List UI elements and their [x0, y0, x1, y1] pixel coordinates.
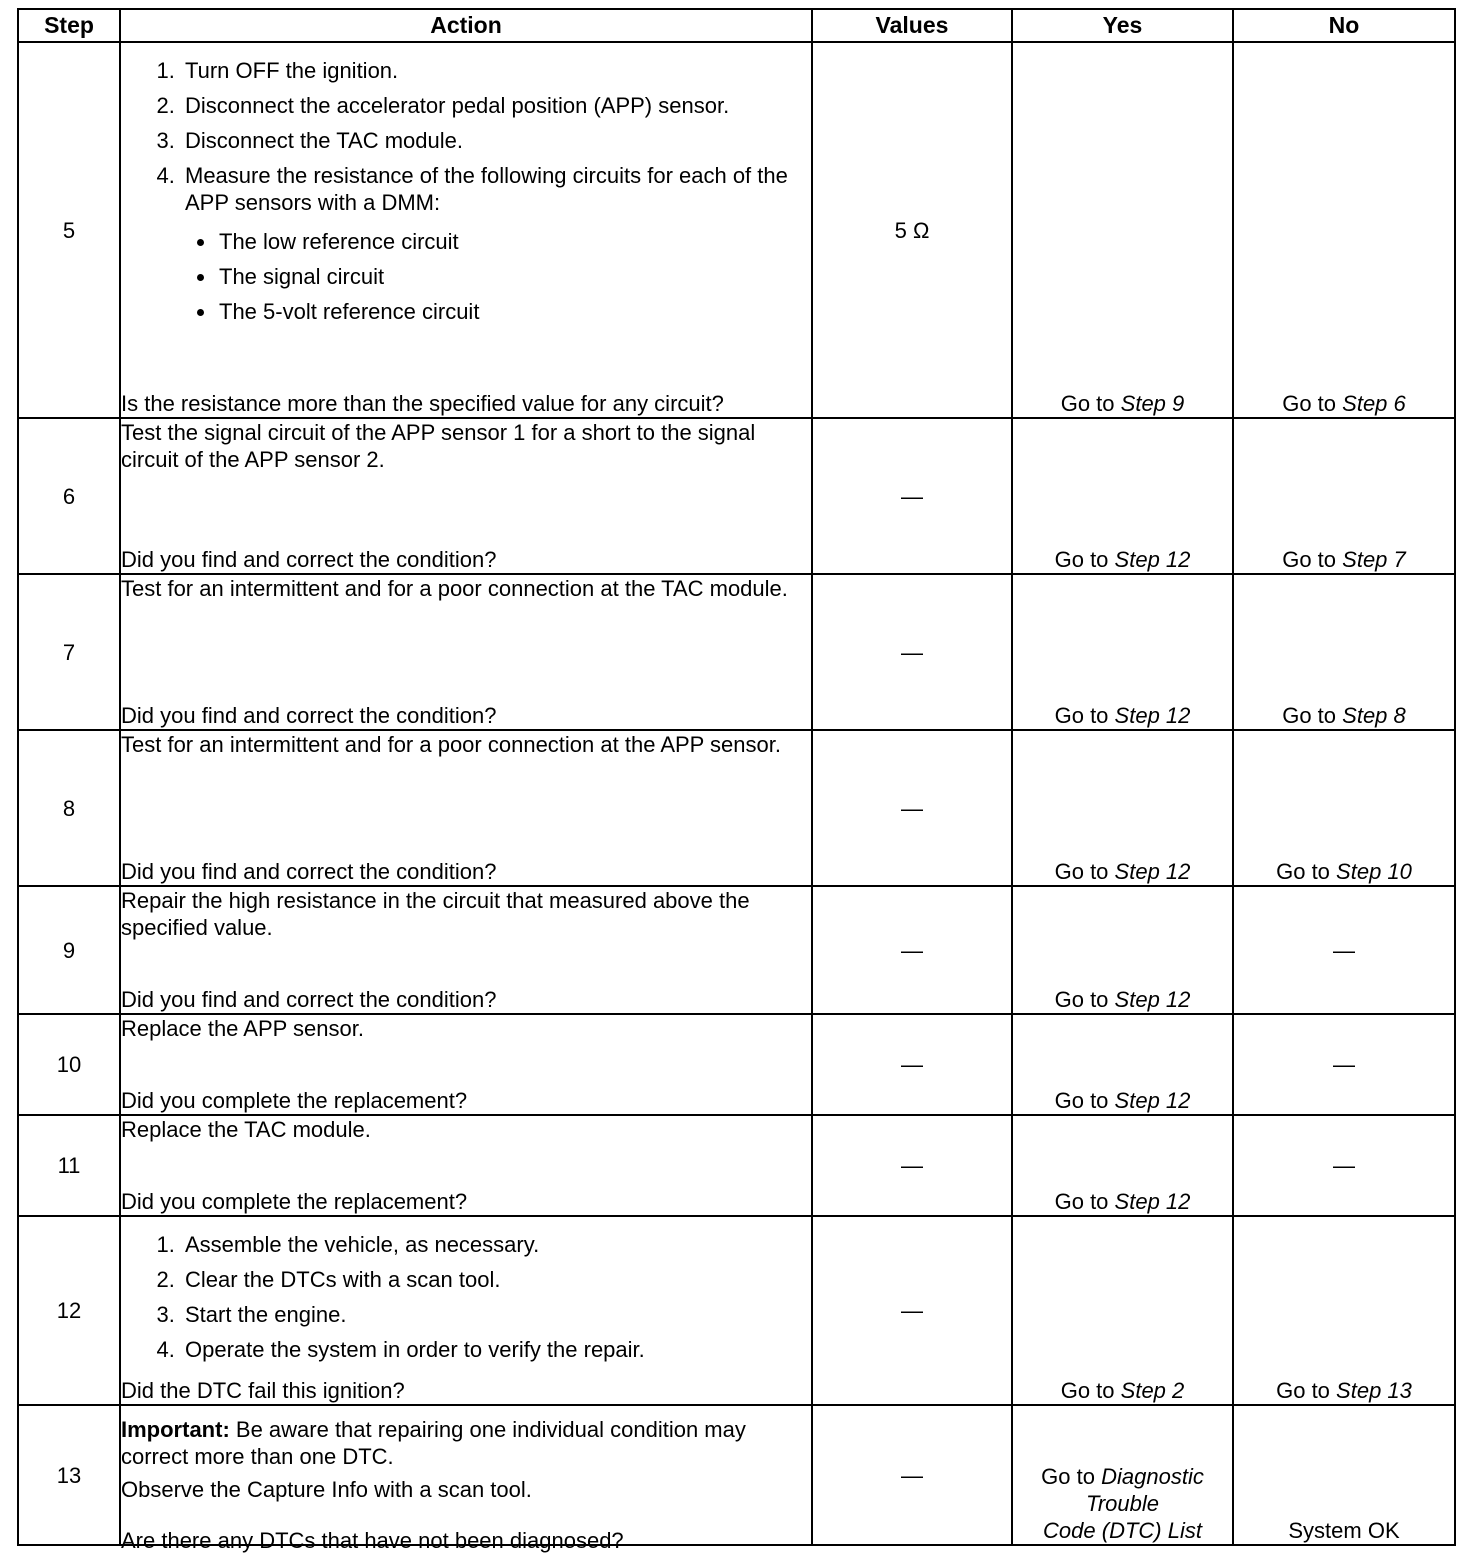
important-label: Important: [121, 1417, 230, 1442]
list-item: • The low reference circuit [217, 228, 811, 255]
table-row [18, 730, 1455, 886]
yes-dtc-list-link[interactable]: Diagnostic [1101, 1464, 1204, 1489]
yes-step-link[interactable]: Step 12 [1114, 703, 1191, 728]
yes-step-link[interactable]: Step 12 [1114, 1189, 1191, 1214]
list-item: 3. Start the engine. [181, 1301, 811, 1328]
yes-cell [1012, 1014, 1233, 1115]
action-cell [120, 418, 812, 574]
goto-label: Go to [1282, 391, 1337, 416]
step-number: 8 [18, 730, 120, 886]
action-question: Did you complete the replacement? [121, 1088, 468, 1113]
value-cell: — [812, 1216, 1012, 1405]
step-number: 6 [18, 418, 120, 574]
table-row [18, 886, 1455, 1014]
yes-cell [1012, 418, 1233, 574]
value-cell: — [812, 1115, 1012, 1216]
list-item: 4. Operate the system in order to verify the repair. [181, 1336, 811, 1363]
yes-step-link[interactable]: Step 9 [1120, 391, 1185, 416]
value-cell: — [812, 1405, 1012, 1545]
list-item: 2. Clear the DTCs with a scan tool. [181, 1266, 811, 1293]
no-cell [1233, 1216, 1455, 1405]
goto-label: Go to [1054, 859, 1109, 884]
no-cell [1233, 730, 1455, 886]
action-text: Observe the Capture Info with a scan tool. [121, 1477, 532, 1502]
goto-label: Go to [1054, 703, 1109, 728]
action-cell [120, 42, 812, 418]
header-no: No [1233, 9, 1455, 42]
goto-label: Go to [1276, 1378, 1330, 1403]
action-cell [120, 574, 812, 730]
value-cell: — [812, 730, 1012, 886]
action-question: Did you complete the replacement? [121, 1189, 468, 1214]
no-step-link[interactable]: Step 8 [1342, 703, 1406, 728]
important-text: Be aware that repairing one individual condition may correct more than one DTC. [121, 1417, 746, 1469]
yes-dtc-list-link[interactable]: Code (DTC) List [1043, 1518, 1202, 1543]
action-question: Are there any DTCs that have not been diagnosed? [121, 1528, 624, 1553]
value-cell: — [812, 886, 1012, 1014]
action-cell [120, 1115, 812, 1216]
yes-step-link[interactable]: Step 12 [1114, 859, 1191, 884]
no-cell: — [1233, 1115, 1455, 1216]
list-item: • The 5-volt reference circuit [217, 298, 811, 325]
important-note [121, 1416, 811, 1470]
diagnostic-table-page [17, 8, 1454, 1553]
header-yes: Yes [1012, 9, 1233, 42]
table-row [18, 418, 1455, 574]
action-question: Did the DTC fail this ignition? [121, 1378, 405, 1403]
yes-cell [1012, 574, 1233, 730]
list-item: 3. Disconnect the TAC module. [181, 127, 811, 154]
no-step-link[interactable]: Step 13 [1336, 1378, 1412, 1403]
list-item: • The signal circuit [217, 263, 811, 290]
step-number: 13 [18, 1405, 120, 1545]
value-cell: — [812, 418, 1012, 574]
action-question: Did you find and correct the condition? [121, 547, 497, 572]
value-cell: — [812, 1014, 1012, 1115]
action-cell [120, 1014, 812, 1115]
yes-dtc-list-link[interactable]: Trouble [1086, 1491, 1159, 1516]
no-cell: — [1233, 886, 1455, 1014]
no-cell: — [1233, 1014, 1455, 1115]
yes-step-link[interactable]: Step 2 [1120, 1378, 1185, 1403]
yes-cell [1012, 1115, 1233, 1216]
goto-label: Go to [1054, 547, 1109, 572]
list-item: 4. Measure the resistance of the following circuits for each of the APP sensors with a DMM: [181, 162, 811, 216]
goto-label: Go to [1041, 1464, 1095, 1489]
action-numbered-list [121, 1231, 811, 1371]
action-text: Repair the high resistance in the circuit that measured above the specified value. [121, 888, 750, 940]
value-cell: — [812, 574, 1012, 730]
step-number: 9 [18, 886, 120, 1014]
list-item: 2. Disconnect the accelerator pedal position (APP) sensor. [181, 92, 811, 119]
header-row [18, 9, 1455, 42]
no-step-link[interactable]: Step 6 [1342, 391, 1406, 416]
goto-label: Go to [1054, 1088, 1109, 1113]
goto-label: Go to [1282, 703, 1337, 728]
action-cell [120, 730, 812, 886]
step-number: 12 [18, 1216, 120, 1405]
action-cell [120, 1405, 812, 1553]
diagnostic-table [17, 8, 1456, 1553]
action-numbered-list [121, 57, 811, 224]
list-item: 1. Assemble the vehicle, as necessary. [181, 1231, 811, 1258]
goto-label: Go to [1054, 1189, 1109, 1214]
no-cell [1233, 42, 1455, 418]
yes-cell [1012, 1216, 1233, 1405]
no-step-link[interactable]: Step 10 [1336, 859, 1412, 884]
table-row [18, 42, 1455, 418]
no-cell [1233, 418, 1455, 574]
step-number: 7 [18, 574, 120, 730]
action-question: Did you find and correct the condition? [121, 987, 497, 1012]
step-number: 5 [18, 42, 120, 418]
step-number: 11 [18, 1115, 120, 1216]
header-values: Values [812, 9, 1012, 42]
no-step-link[interactable]: Step 7 [1342, 547, 1406, 572]
list-item: 1. Turn OFF the ignition. [181, 57, 811, 84]
action-cell [120, 886, 812, 1014]
yes-step-link[interactable]: Step 12 [1114, 1088, 1191, 1113]
goto-label: Go to [1282, 547, 1337, 572]
table-row [18, 1115, 1455, 1216]
action-bullet-list [121, 228, 811, 333]
yes-cell [1012, 1405, 1233, 1545]
goto-label: Go to [1276, 859, 1330, 884]
no-cell: System OK [1233, 1405, 1455, 1545]
action-text: Test the signal circuit of the APP sensor 1 for a short to the signal circuit of the APP sensor 2. [121, 420, 756, 472]
header-step: Step [18, 9, 120, 42]
action-text: Replace the TAC module. [121, 1117, 371, 1142]
value-cell: 5 Ω [812, 42, 1012, 418]
yes-step-link[interactable]: Step 12 [1114, 987, 1191, 1012]
no-cell [1233, 574, 1455, 730]
action-question: Is the resistance more than the specified value for any circuit? [121, 391, 724, 416]
yes-cell [1012, 42, 1233, 418]
yes-cell [1012, 886, 1233, 1014]
table-row [18, 1014, 1455, 1115]
table-row [18, 1405, 1455, 1545]
goto-label: Go to [1060, 391, 1115, 416]
header-action: Action [120, 9, 812, 42]
action-text: Test for an intermittent and for a poor connection at the TAC module. [121, 576, 788, 601]
yes-step-link[interactable]: Step 12 [1114, 547, 1191, 572]
goto-label: Go to [1054, 987, 1109, 1012]
step-number: 10 [18, 1014, 120, 1115]
yes-cell [1012, 730, 1233, 886]
table-row [18, 574, 1455, 730]
goto-label: Go to [1060, 1378, 1115, 1403]
action-question: Did you find and correct the condition? [121, 859, 497, 884]
table-row [18, 1216, 1455, 1405]
action-text: Test for an intermittent and for a poor connection at the APP sensor. [121, 732, 781, 757]
action-text: Replace the APP sensor. [121, 1016, 364, 1041]
action-question: Did you find and correct the condition? [121, 703, 497, 728]
action-cell [120, 1216, 812, 1405]
